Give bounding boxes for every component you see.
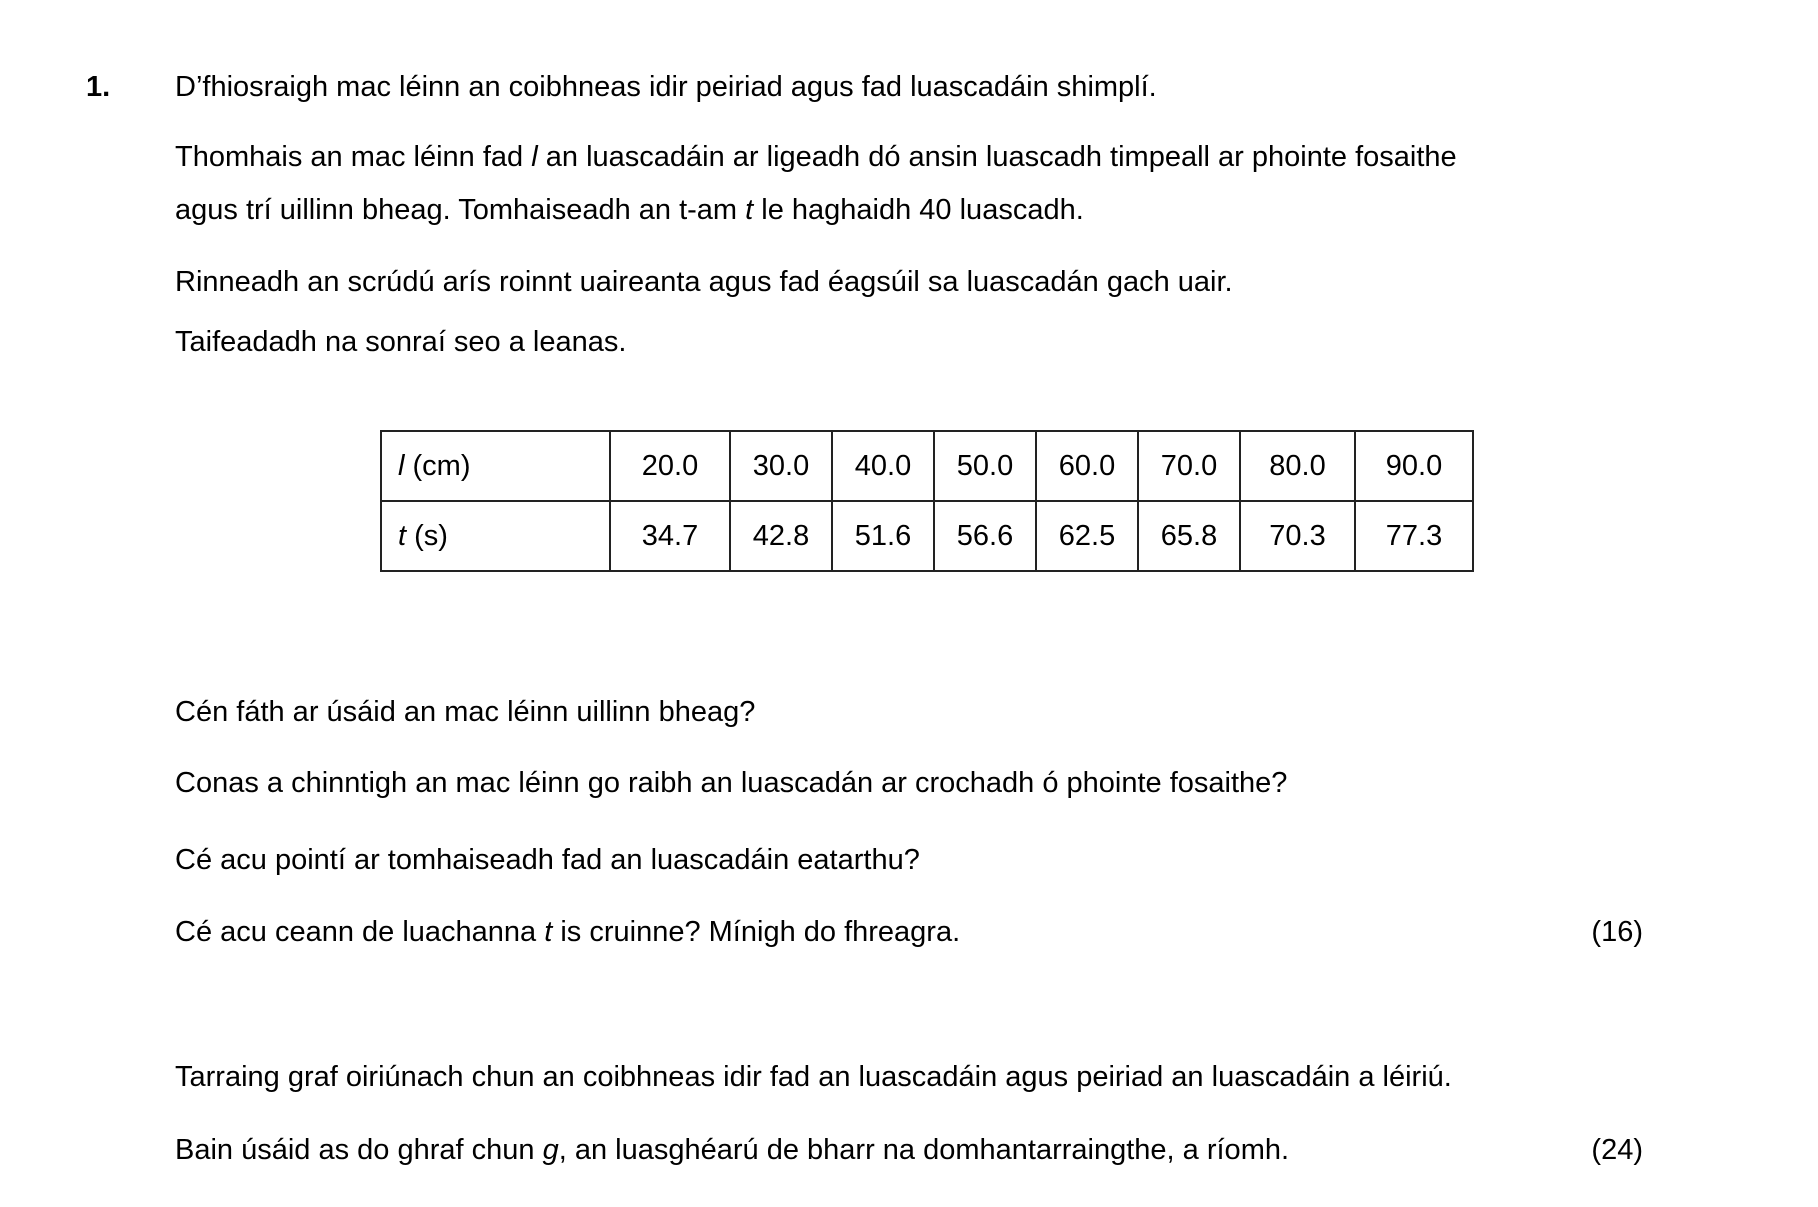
table-cell: 30.0 bbox=[730, 431, 832, 501]
question-a2: Conas a chinntigh an mac léinn go raibh an luascadán ar crochadh ó phointe fosaithe? bbox=[175, 767, 1288, 799]
text: is cruinne? Mínigh do fhreagra. bbox=[552, 916, 961, 948]
text: le haghaidh 40 luascadh. bbox=[753, 194, 1084, 226]
table-cell: 50.0 bbox=[934, 431, 1036, 501]
intro-text: D’fhiosraigh mac léinn an coibhneas idir peiriad agus fad luascadáin shimplí. bbox=[175, 71, 1157, 103]
marks-part-a: (16) bbox=[1591, 916, 1643, 948]
table-cell: 70.0 bbox=[1138, 431, 1240, 501]
question-b1: Tarraing graf oiriúnach chun an coibhneas idir fad an luascadáin agus peiriad an luascadáin a léiriú. bbox=[175, 1061, 1452, 1093]
length-variable: l bbox=[531, 141, 538, 173]
table-cell: 62.5 bbox=[1036, 501, 1138, 571]
table-cell: 42.8 bbox=[730, 501, 832, 571]
table-cell: 20.0 bbox=[610, 431, 730, 501]
row-header: l (cm) bbox=[381, 431, 610, 501]
table-cell: 56.6 bbox=[934, 501, 1036, 571]
text: Cé acu ceann de luachanna bbox=[175, 916, 545, 948]
table-cell: 77.3 bbox=[1355, 501, 1473, 571]
text: Bain úsáid as do ghraf chun bbox=[175, 1134, 543, 1166]
gravity-variable: g bbox=[542, 1134, 559, 1166]
text: agus trí uillinn bheag. Tomhaiseadh an t-am bbox=[175, 194, 746, 226]
data-intro-text: Taifeadadh na sonraí seo a leanas. bbox=[175, 326, 627, 358]
time-variable: t bbox=[745, 194, 754, 226]
row-header: t (s) bbox=[381, 501, 610, 571]
question-b2 bbox=[175, 1132, 1289, 1168]
table-cell: 60.0 bbox=[1036, 431, 1138, 501]
table-cell: 34.7 bbox=[610, 501, 730, 571]
time-variable: t bbox=[544, 916, 553, 948]
question-number: 1. bbox=[86, 71, 111, 103]
question-a1: Cén fáth ar úsáid an mac léinn uillinn bheag? bbox=[175, 696, 756, 728]
data-table bbox=[380, 430, 1474, 572]
table-cell: 70.3 bbox=[1240, 501, 1355, 571]
question-a4 bbox=[175, 914, 960, 950]
method-text-line-1 bbox=[175, 139, 1457, 175]
table-cell: 90.0 bbox=[1355, 431, 1473, 501]
question-a3: Cé acu pointí ar tomhaiseadh fad an luascadáin eatarthu? bbox=[175, 844, 920, 876]
table-row-time bbox=[381, 501, 1473, 571]
table-cell: 51.6 bbox=[832, 501, 934, 571]
text: an luascadáin ar ligeadh dó ansin luascadh timpeall ar phointe fosaithe bbox=[537, 141, 1457, 173]
table-cell: 80.0 bbox=[1240, 431, 1355, 501]
table-row-length bbox=[381, 431, 1473, 501]
text: , an luasghéarú de bharr na domhantarraingthe, a ríomh. bbox=[558, 1134, 1290, 1166]
marks-part-b: (24) bbox=[1591, 1134, 1643, 1166]
text: Thomhais an mac léinn fad bbox=[175, 141, 532, 173]
table-cell: 65.8 bbox=[1138, 501, 1240, 571]
method-text-line-2 bbox=[175, 192, 1084, 228]
repeat-text: Rinneadh an scrúdú arís roinnt uaireanta agus fad éagsúil sa luascadán gach uair. bbox=[175, 266, 1233, 298]
table-cell: 40.0 bbox=[832, 431, 934, 501]
